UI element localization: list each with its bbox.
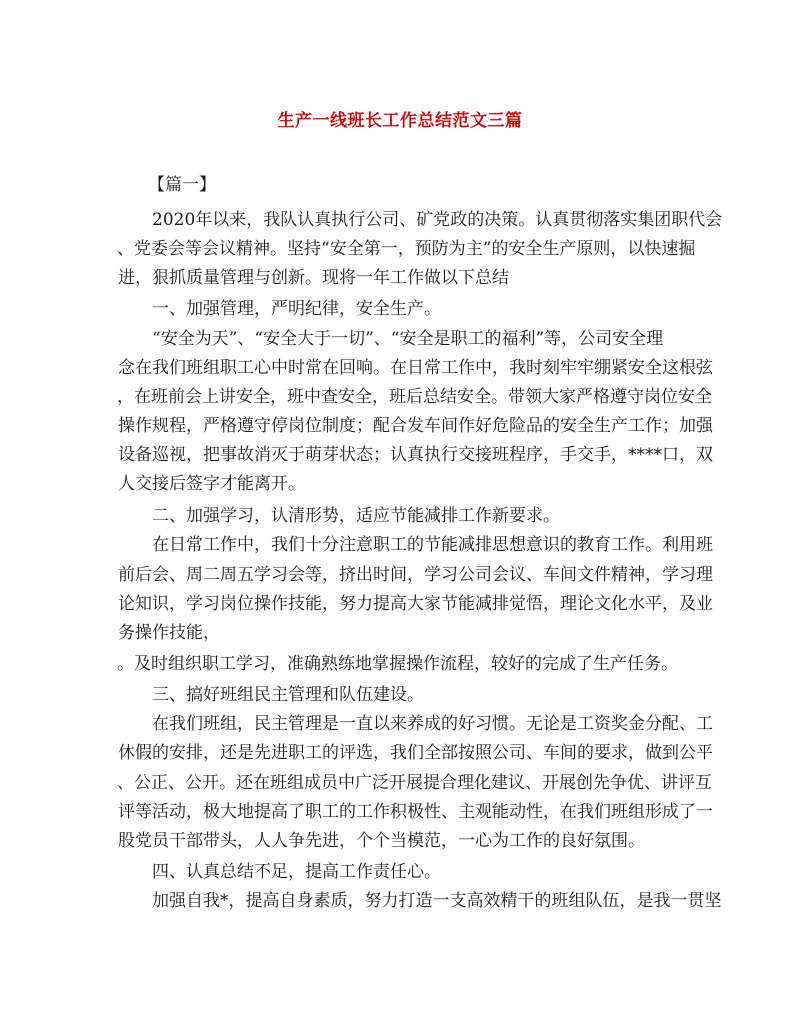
body-text-line: 一、加强管理，严明纪律，安全生产。 xyxy=(152,299,441,319)
body-text-line: 在日常工作中，我们十分注意职工的节能减排思想意识的教育工作。利用班 xyxy=(152,535,713,555)
body-text-line: 。及时组织职工学习，准确熟练地掌握操作流程，较好的完成了生产任务。 xyxy=(117,654,678,674)
body-text-line: 加强自我*，提高自身素质，努力打造一支高效精干的班组队伍，是我一贯坚 xyxy=(152,891,722,911)
body-text-line: 、党委会等会议精神。坚持“安全第一，预防为主”的安全生产原则，以快速掘 xyxy=(117,239,696,259)
body-text-line: 论知识，学习岗位操作技能，努力提高大家节能减排觉悟，理论文化水平，及业 xyxy=(118,594,713,614)
body-text-line: ，在班前会上讲安全，班中查安全，班后总结安全。带领大家严格遵守岗位安全 xyxy=(117,387,712,407)
body-text-line: 2020年以来，我队认真执行公司、矿党政的决策。认真贯彻落实集团职代会 xyxy=(152,210,723,230)
body-text-line: 设备巡视，把事故消灭于萌芽状态；认真执行交接班程序，手交手，****口，双 xyxy=(118,445,713,465)
body-text-line: “安全为天”、“安全大于一切”、“安全是职工的福利”等，公司安全理 xyxy=(152,329,664,349)
body-text-line: 在我们班组，民主管理是一直以来养成的好习惯。无论是工资奖金分配、工 xyxy=(152,714,713,734)
body-text-line: 股党员干部带头，人人争先进，个个当模范，一心为工作的良好氛围。 xyxy=(118,831,645,851)
body-text-line: 进，狠抓质量管理与创新。现将一年工作做以下总结 xyxy=(118,268,509,288)
body-text-line: 人交接后签字才能离开。 xyxy=(118,474,305,494)
body-text-line: 二、加强学习，认清形势，适应节能减排工作新要求。 xyxy=(152,506,560,526)
document-title: 生产一线班长工作总结范文三篇 xyxy=(277,111,523,131)
body-text-line: 操作规程，严格遵守停岗位制度；配合发车间作好危险品的安全生产工作；加强 xyxy=(118,416,713,436)
body-text-line: 评等活动，极大地提高了职工的工作积极性、主观能动性，在我们班组形成了一 xyxy=(118,802,713,822)
body-text-line: 休假的安排，还是先进职工的评选，我们全部按照公司、车间的要求，做到公平 xyxy=(118,743,713,763)
section-heading: 【篇一】 xyxy=(148,175,216,195)
body-text-line: 、公正、公开。还在班组成员中广泛开展提合理化建议、开展创先争优、讲评互 xyxy=(117,773,712,793)
body-text-line: 四、认真总结不足，提高工作责任心。 xyxy=(152,862,441,882)
body-text-line: 三、搞好班组民主管理和队伍建设。 xyxy=(152,685,424,705)
body-text-line: 务操作技能， xyxy=(118,623,220,643)
body-text-line: 前后会、周二周五学习会等，挤出时间，学习公司会议、车间文件精神，学习理 xyxy=(118,565,713,585)
body-text-line: 念在我们班组职工心中时常在回响。在日常工作中，我时刻牢牢绷紧安全这根弦 xyxy=(118,358,713,378)
